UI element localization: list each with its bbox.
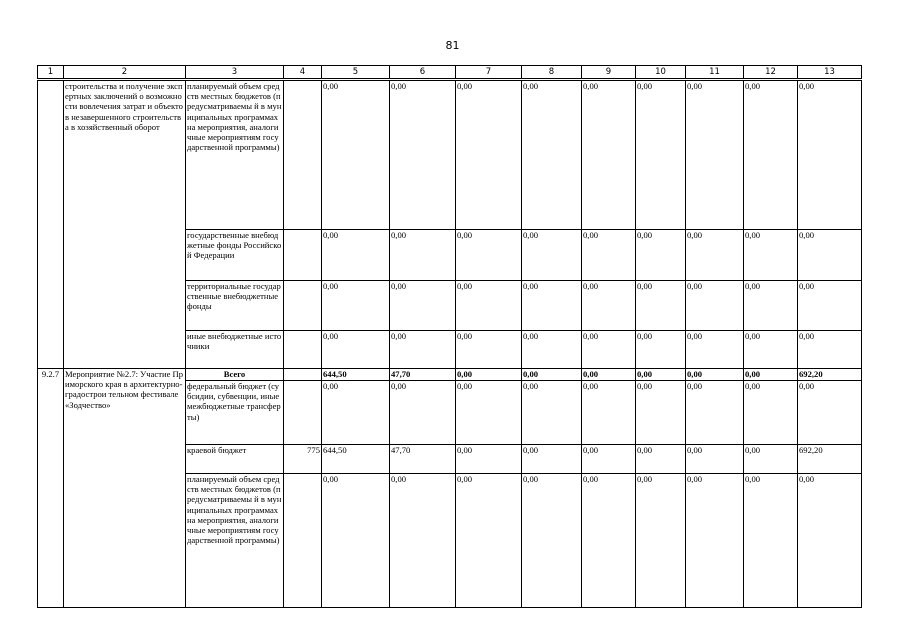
column-header: 7 xyxy=(456,66,522,80)
item-description: строительства и получение экспертных заключений о возможности вовлечения затрат и объектов незавершенного строительства в хозяйственный оборот xyxy=(64,80,186,369)
table-row xyxy=(38,80,862,230)
amount-cell: 0,00 xyxy=(522,331,582,369)
funding-source: краевой бюджет xyxy=(186,445,284,474)
column-header: 9 xyxy=(582,66,636,80)
amount-cell: 692,20 xyxy=(798,445,862,474)
funding-source: государственные внебюджетные фонды Российской Федерации xyxy=(186,230,284,281)
amount-cell: 0,00 xyxy=(582,381,636,445)
amount-cell: 0,00 xyxy=(744,230,798,281)
amount-cell: 0,00 xyxy=(744,80,798,230)
funding-source: иные внебюджетные источники xyxy=(186,331,284,369)
amount-cell: 0,00 xyxy=(456,369,522,381)
amount-cell: 0,00 xyxy=(582,369,636,381)
column-header: 1 xyxy=(38,66,64,80)
amount-cell: 0,00 xyxy=(456,281,522,331)
amount-cell: 0,00 xyxy=(636,80,686,230)
amount-cell: 0,00 xyxy=(522,381,582,445)
amount-cell: 0,00 xyxy=(686,230,744,281)
amount-cell: 0,00 xyxy=(456,381,522,445)
amount-cell: 0,00 xyxy=(390,230,456,281)
item-description: Мероприятие №2.7: Участие Приморского края в архитектурно-градострои тельном фестивале «Зодчество» xyxy=(64,369,186,608)
amount-cell: 0,00 xyxy=(456,80,522,230)
amount-cell: 0,00 xyxy=(456,445,522,474)
amount-cell: 47,70 xyxy=(390,369,456,381)
budget-code xyxy=(284,381,322,445)
budget-code xyxy=(284,474,322,608)
column-header: 12 xyxy=(744,66,798,80)
amount-cell: 0,00 xyxy=(582,230,636,281)
funding-source: планируемый объем средств местных бюджетов (предусматриваемы й в муниципальных программах на мероприятия, аналогичные мероприятиям государственной программы) xyxy=(186,80,284,230)
column-header: 6 xyxy=(390,66,456,80)
amount-cell: 0,00 xyxy=(582,474,636,608)
page-number: 81 xyxy=(445,39,460,52)
column-header: 11 xyxy=(686,66,744,80)
column-header: 10 xyxy=(636,66,686,80)
amount-cell: 0,00 xyxy=(390,80,456,230)
funding-source: Всего xyxy=(186,369,284,381)
amount-cell: 0,00 xyxy=(798,230,862,281)
budget-code xyxy=(284,331,322,369)
amount-cell: 0,00 xyxy=(522,230,582,281)
amount-cell: 0,00 xyxy=(636,331,686,369)
amount-cell: 0,00 xyxy=(322,331,390,369)
amount-cell: 0,00 xyxy=(636,445,686,474)
amount-cell: 0,00 xyxy=(636,230,686,281)
amount-cell: 0,00 xyxy=(322,381,390,445)
column-header: 2 xyxy=(64,66,186,80)
item-number: 9.2.7 xyxy=(38,369,64,608)
column-header-row xyxy=(38,66,862,80)
amount-cell: 0,00 xyxy=(456,331,522,369)
budget-code: 775 xyxy=(284,445,322,474)
amount-cell: 0,00 xyxy=(744,445,798,474)
amount-cell: 0,00 xyxy=(744,474,798,608)
amount-cell: 0,00 xyxy=(322,230,390,281)
amount-cell: 0,00 xyxy=(686,331,744,369)
amount-cell: 0,00 xyxy=(798,80,862,230)
column-header: 5 xyxy=(322,66,390,80)
amount-cell: 0,00 xyxy=(582,281,636,331)
amount-cell: 0,00 xyxy=(636,281,686,331)
amount-cell: 0,00 xyxy=(522,369,582,381)
budget-code xyxy=(284,369,322,381)
amount-cell: 0,00 xyxy=(686,281,744,331)
item-number xyxy=(38,80,64,369)
table-row xyxy=(38,369,862,381)
column-header: 4 xyxy=(284,66,322,80)
amount-cell: 0,00 xyxy=(636,381,686,445)
amount-cell: 0,00 xyxy=(686,381,744,445)
column-header: 3 xyxy=(186,66,284,80)
amount-cell: 0,00 xyxy=(390,474,456,608)
amount-cell: 0,00 xyxy=(798,474,862,608)
amount-cell: 0,00 xyxy=(522,281,582,331)
amount-cell: 0,00 xyxy=(744,381,798,445)
amount-cell: 47,70 xyxy=(390,445,456,474)
amount-cell: 0,00 xyxy=(744,331,798,369)
amount-cell: 0,00 xyxy=(390,281,456,331)
budget-code xyxy=(284,80,322,230)
amount-cell: 0,00 xyxy=(582,331,636,369)
amount-cell: 0,00 xyxy=(636,474,686,608)
amount-cell: 0,00 xyxy=(456,230,522,281)
column-header: 8 xyxy=(522,66,582,80)
amount-cell: 0,00 xyxy=(686,445,744,474)
column-header: 13 xyxy=(798,66,862,80)
amount-cell: 0,00 xyxy=(322,474,390,608)
amount-cell: 0,00 xyxy=(582,445,636,474)
funding-source: территориальные государственные внебюджетные фонды xyxy=(186,281,284,331)
amount-cell: 0,00 xyxy=(798,381,862,445)
funding-source: планируемый объем средств местных бюджетов (предусматриваемы й в муниципальных программах на мероприятия, аналогичные мероприятиям государственной программы) xyxy=(186,474,284,608)
amount-cell: 644,50 xyxy=(322,445,390,474)
amount-cell: 0,00 xyxy=(798,331,862,369)
amount-cell: 0,00 xyxy=(322,80,390,230)
amount-cell: 0,00 xyxy=(686,369,744,381)
amount-cell: 0,00 xyxy=(522,80,582,230)
amount-cell: 0,00 xyxy=(456,474,522,608)
amount-cell: 692,20 xyxy=(798,369,862,381)
funding-source: федеральный бюджет (субсидии, субвенции, иные межбюджетные трансферты) xyxy=(186,381,284,445)
amount-cell: 0,00 xyxy=(686,80,744,230)
budget-code xyxy=(284,230,322,281)
amount-cell: 0,00 xyxy=(582,80,636,230)
amount-cell: 0,00 xyxy=(686,474,744,608)
amount-cell: 644,50 xyxy=(322,369,390,381)
amount-cell: 0,00 xyxy=(798,281,862,331)
amount-cell: 0,00 xyxy=(390,381,456,445)
budget-code xyxy=(284,281,322,331)
amount-cell: 0,00 xyxy=(636,369,686,381)
budget-table xyxy=(37,65,862,608)
amount-cell: 0,00 xyxy=(522,474,582,608)
amount-cell: 0,00 xyxy=(744,369,798,381)
amount-cell: 0,00 xyxy=(390,331,456,369)
amount-cell: 0,00 xyxy=(744,281,798,331)
amount-cell: 0,00 xyxy=(322,281,390,331)
amount-cell: 0,00 xyxy=(522,445,582,474)
